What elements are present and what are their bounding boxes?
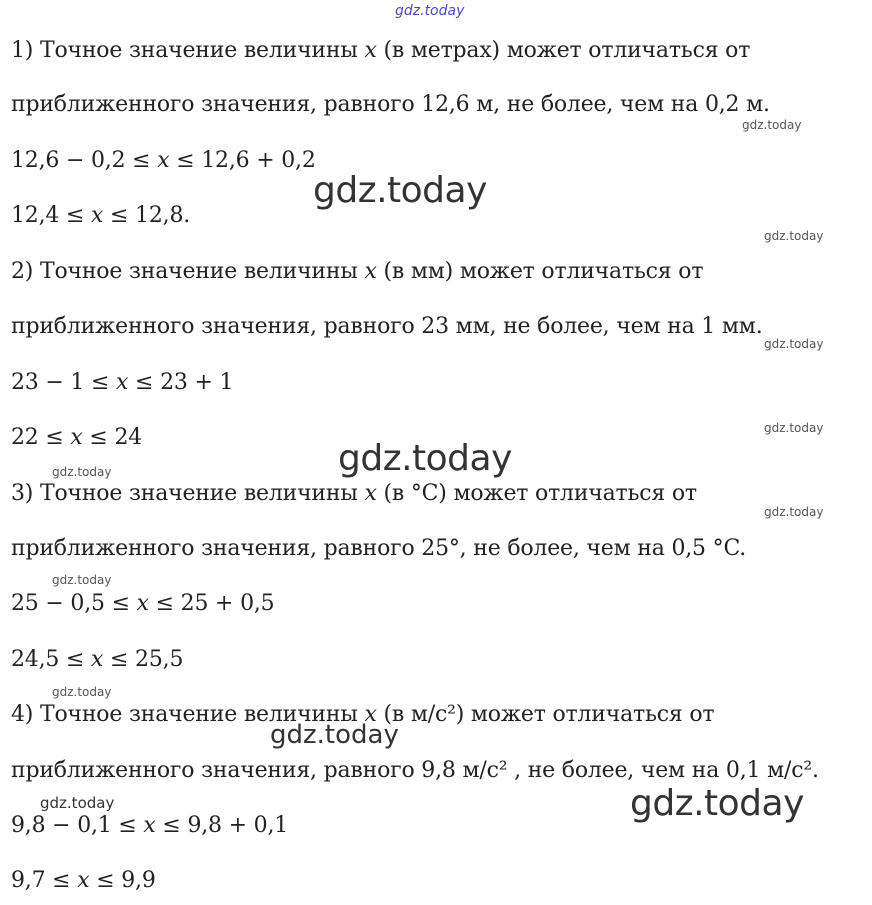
watermark-small-1: gdz.today (742, 118, 802, 132)
variable-x: x (70, 425, 83, 450)
watermark-large-2: gdz.today (338, 438, 512, 479)
problem-2-statement-cont: приближенного значения, равного 23 мм, не более, чем на 1 мм. (11, 314, 763, 339)
variable-x: x (364, 481, 377, 506)
problem-3-statement: 3) Точное значение величины x (в °C) может отличаться от (11, 481, 697, 506)
variable-x: x (157, 148, 170, 173)
problem-1-answer: 12,4 ≤ x ≤ 12,8. (11, 203, 191, 228)
problem-2-statement: 2) Точное значение величины x (в мм) может отличаться от (11, 259, 704, 284)
watermark-small-6: gdz.today (764, 505, 824, 519)
watermark-small-8: gdz.today (52, 685, 112, 699)
watermark-large-1: gdz.today (313, 170, 487, 211)
problem-2-answer: 22 ≤ x ≤ 24 (11, 425, 143, 450)
watermark-small-9: gdz.today (40, 794, 115, 812)
variable-x: x (91, 203, 104, 228)
watermark-small-4: gdz.today (764, 421, 824, 435)
problem-1-statement: 1) Точное значение величины x (в метрах) может отличаться от (11, 38, 751, 63)
problem-4-inequality: 9,8 − 0,1 ≤ x ≤ 9,8 + 0,1 (11, 813, 289, 838)
variable-x: x (77, 868, 90, 893)
watermark-top: gdz.today (395, 3, 465, 19)
problem-1-statement-cont: приближенного значения, равного 12,6 м, не более, чем на 0,2 м. (11, 92, 770, 117)
variable-x: x (136, 591, 149, 616)
watermark-small-2: gdz.today (764, 229, 824, 243)
problem-3-answer: 24,5 ≤ x ≤ 25,5 (11, 647, 184, 672)
variable-x: x (364, 702, 377, 727)
problem-4-statement: 4) Точное значение величины x (в м/с²) может отличаться от (11, 702, 715, 727)
problem-4-answer: 9,7 ≤ x ≤ 9,9 (11, 868, 156, 893)
variable-x: x (364, 38, 377, 63)
watermark-large-3: gdz.today (630, 783, 804, 824)
problem-3-inequality: 25 − 0,5 ≤ x ≤ 25 + 0,5 (11, 591, 275, 616)
variable-x: x (364, 259, 377, 284)
watermark-small-7: gdz.today (52, 573, 112, 587)
watermark-small-5: gdz.today (52, 465, 112, 479)
problem-2-inequality: 23 − 1 ≤ x ≤ 23 + 1 (11, 370, 234, 395)
variable-x: x (91, 647, 104, 672)
variable-x: x (116, 370, 129, 395)
watermark-medium: gdz.today (270, 720, 399, 750)
problem-3-statement-cont: приближенного значения, равного 25°, не более, чем на 0,5 °C. (11, 536, 747, 561)
problem-1-inequality: 12,6 − 0,2 ≤ x ≤ 12,6 + 0,2 (11, 148, 316, 173)
problem-4-statement-cont: приближенного значения, равного 9,8 м/с² , не более, чем на 0,1 м/с². (11, 758, 819, 783)
variable-x: x (143, 813, 156, 838)
watermark-small-3: gdz.today (764, 337, 824, 351)
